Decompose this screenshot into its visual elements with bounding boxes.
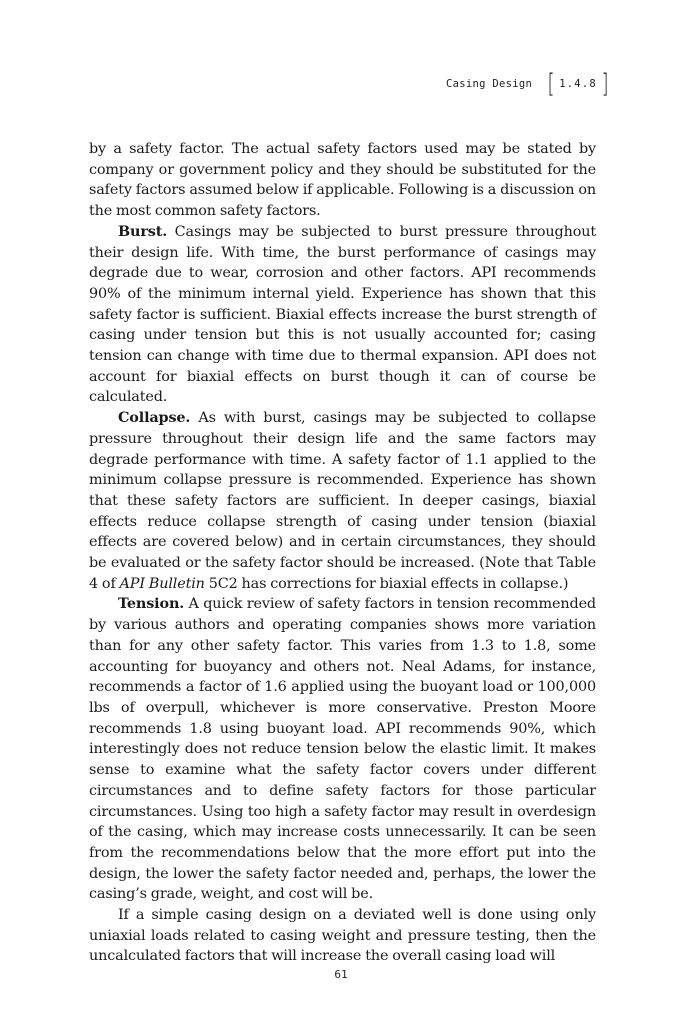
runin-heading-burst: Burst.	[118, 222, 168, 240]
runin-heading-tension: Tension.	[118, 595, 185, 613]
section-bracket-open: [	[547, 69, 555, 99]
section-number: 1.4.8	[559, 78, 597, 90]
paragraph-collapse	[89, 408, 596, 594]
citation-api-bulletin: API Bulletin	[119, 575, 205, 592]
paragraph-collapse-text-b: 5C2 has corrections for biaxial effects in collapse.)	[204, 575, 569, 592]
paragraph-burst	[89, 222, 596, 408]
running-header	[446, 66, 610, 102]
section-marker	[546, 71, 610, 97]
paragraph-tension-text: A quick review of safety factors in tension recommended by various authors and operating companies shows more variation than for any other safety factor. This varies from 1.3 to 1.8, some accounting for buoyancy and others not. Neal Adams, for instance, recommends a factor of 1.6 applied using the buoyant load or 100,000 lbs of overpull, whichever is more conservative. Preston Moore recommends 1.8 using buoyant load. API recommends 90%, which interestingly does not reduce tension below the elastic limit. It makes sense to examine what the safety factor covers under different circumstances and to define safety factors for those particular circumstances. Using too high a safety factor may result in overdesign of the casing, which may increase costs unnecessarily. It can be seen from the recommendations below that the more effort put into the design, the lower the safety factor needed and, perhaps, the lower the casing’s grade, weight, and cost will be.	[89, 596, 596, 903]
running-title: Casing Design	[445, 78, 533, 90]
runin-heading-collapse: Collapse.	[118, 409, 191, 427]
paragraph-tension	[89, 594, 596, 905]
paragraph-continued: by a safety factor. The actual safety factors used may be stated by company or government policy and they should be substituted for the safety factors assumed below if applicable. Following is a discussion on the most common safety factors.	[89, 141, 596, 220]
paragraph-collapse-text-a: As with burst, casings may be subjected to collapse pressure throughout their design life and the same factors may degrade performance with time. A safety factor of 1.1 applied to the minimum collapse pressure is recommended. Experience has shown that these safety factors are sufficient. In deeper casings, biaxial effects reduce collapse strength of casing under tension (biaxial effects are covered below) and in certain circumstances, they should be evaluated or the safety factor should be increased. (Note that Table 4 of	[89, 410, 596, 592]
page-number: 61	[334, 968, 348, 981]
body-text	[89, 139, 596, 967]
section-bracket-close: ]	[601, 69, 609, 99]
paragraph-deviated-well: If a simple casing design on a deviated well is done using only uniaxial loads related to casing weight and pressure testing, then the uncalculated factors that will increase the overall casing load will	[89, 907, 596, 965]
paragraph-burst-text: Casings may be subjected to burst pressure throughout their design life. With time, the burst performance of casings may degrade due to wear, corrosion and other factors. API recommends 90% of the minimum internal yield. Experience has shown that this safety factor is sufficient. Biaxial effects increase the burst strength of casing under tension but this is not usually accounted for; casing tension can change with time due to thermal expansion. API does not account for biaxial effects on burst though it can of course be calculated.	[89, 223, 596, 406]
